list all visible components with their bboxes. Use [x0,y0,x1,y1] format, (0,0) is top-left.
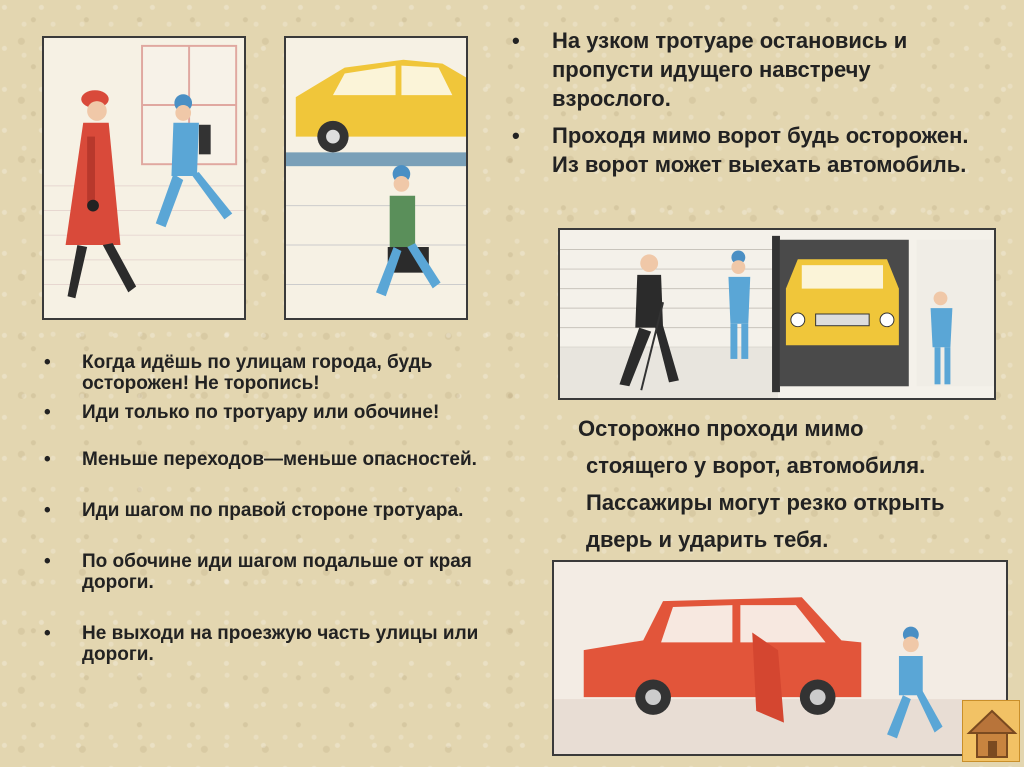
left-bullet-item [44,551,484,593]
bullet-dot: • [512,123,520,148]
illustration-car-and-boy [284,36,468,320]
bullet-dot: • [44,500,51,521]
illustration-red-car-door [552,560,1008,756]
left-bullet-item [44,449,484,470]
left-bullet-text: Меньше переходов—меньше опасностей. [82,449,477,470]
home-button[interactable] [962,700,1020,762]
left-bullet-text: Когда идёшь по улицам города, будь осторожен! Не торопись! [82,352,433,394]
illustration-gate-scene [558,228,996,400]
bullet-dot: • [512,28,520,53]
left-bullet-text: Иди только по тротуару или обочине! [82,402,440,423]
left-bullet-list [44,352,484,665]
caution-text [578,410,1008,558]
left-bullet-item [44,500,484,521]
right-bullet-list [512,26,982,187]
left-bullet-item [44,352,484,394]
left-bullet-item [44,623,484,665]
left-bullet-item [44,402,484,423]
home-icon [963,701,1021,763]
bullet-dot: • [44,449,51,470]
caution-line: стоящего у ворот, автомобиля. [586,453,926,478]
right-bullet-item [512,26,982,113]
bullet-dot: • [44,623,51,644]
left-bullet-text: Иди шагом по правой стороне тротуара. [82,500,464,521]
illustration-woman-and-boy [42,36,246,320]
right-bullet-item [512,121,982,179]
caution-line: Осторожно проходи мимо [578,416,864,441]
caution-line: Пассажиры могут резко открыть [586,490,945,515]
left-bullet-text: По обочине иди шагом подальше от края дороги. [82,551,472,593]
bullet-dot: • [44,551,51,572]
caution-line: дверь и ударить тебя. [586,527,829,552]
bullet-dot: • [44,352,51,373]
left-bullet-text: Не выходи на проезжую часть улицы или дороги. [82,623,479,665]
bullet-dot: • [44,402,51,423]
right-bullet-text: Проходя мимо ворот будь осторожен. Из ворот может выехать автомобиль. [552,123,969,177]
right-bullet-text: На узком тротуаре остановись и пропусти идущего навстречу взрослого. [552,28,908,111]
